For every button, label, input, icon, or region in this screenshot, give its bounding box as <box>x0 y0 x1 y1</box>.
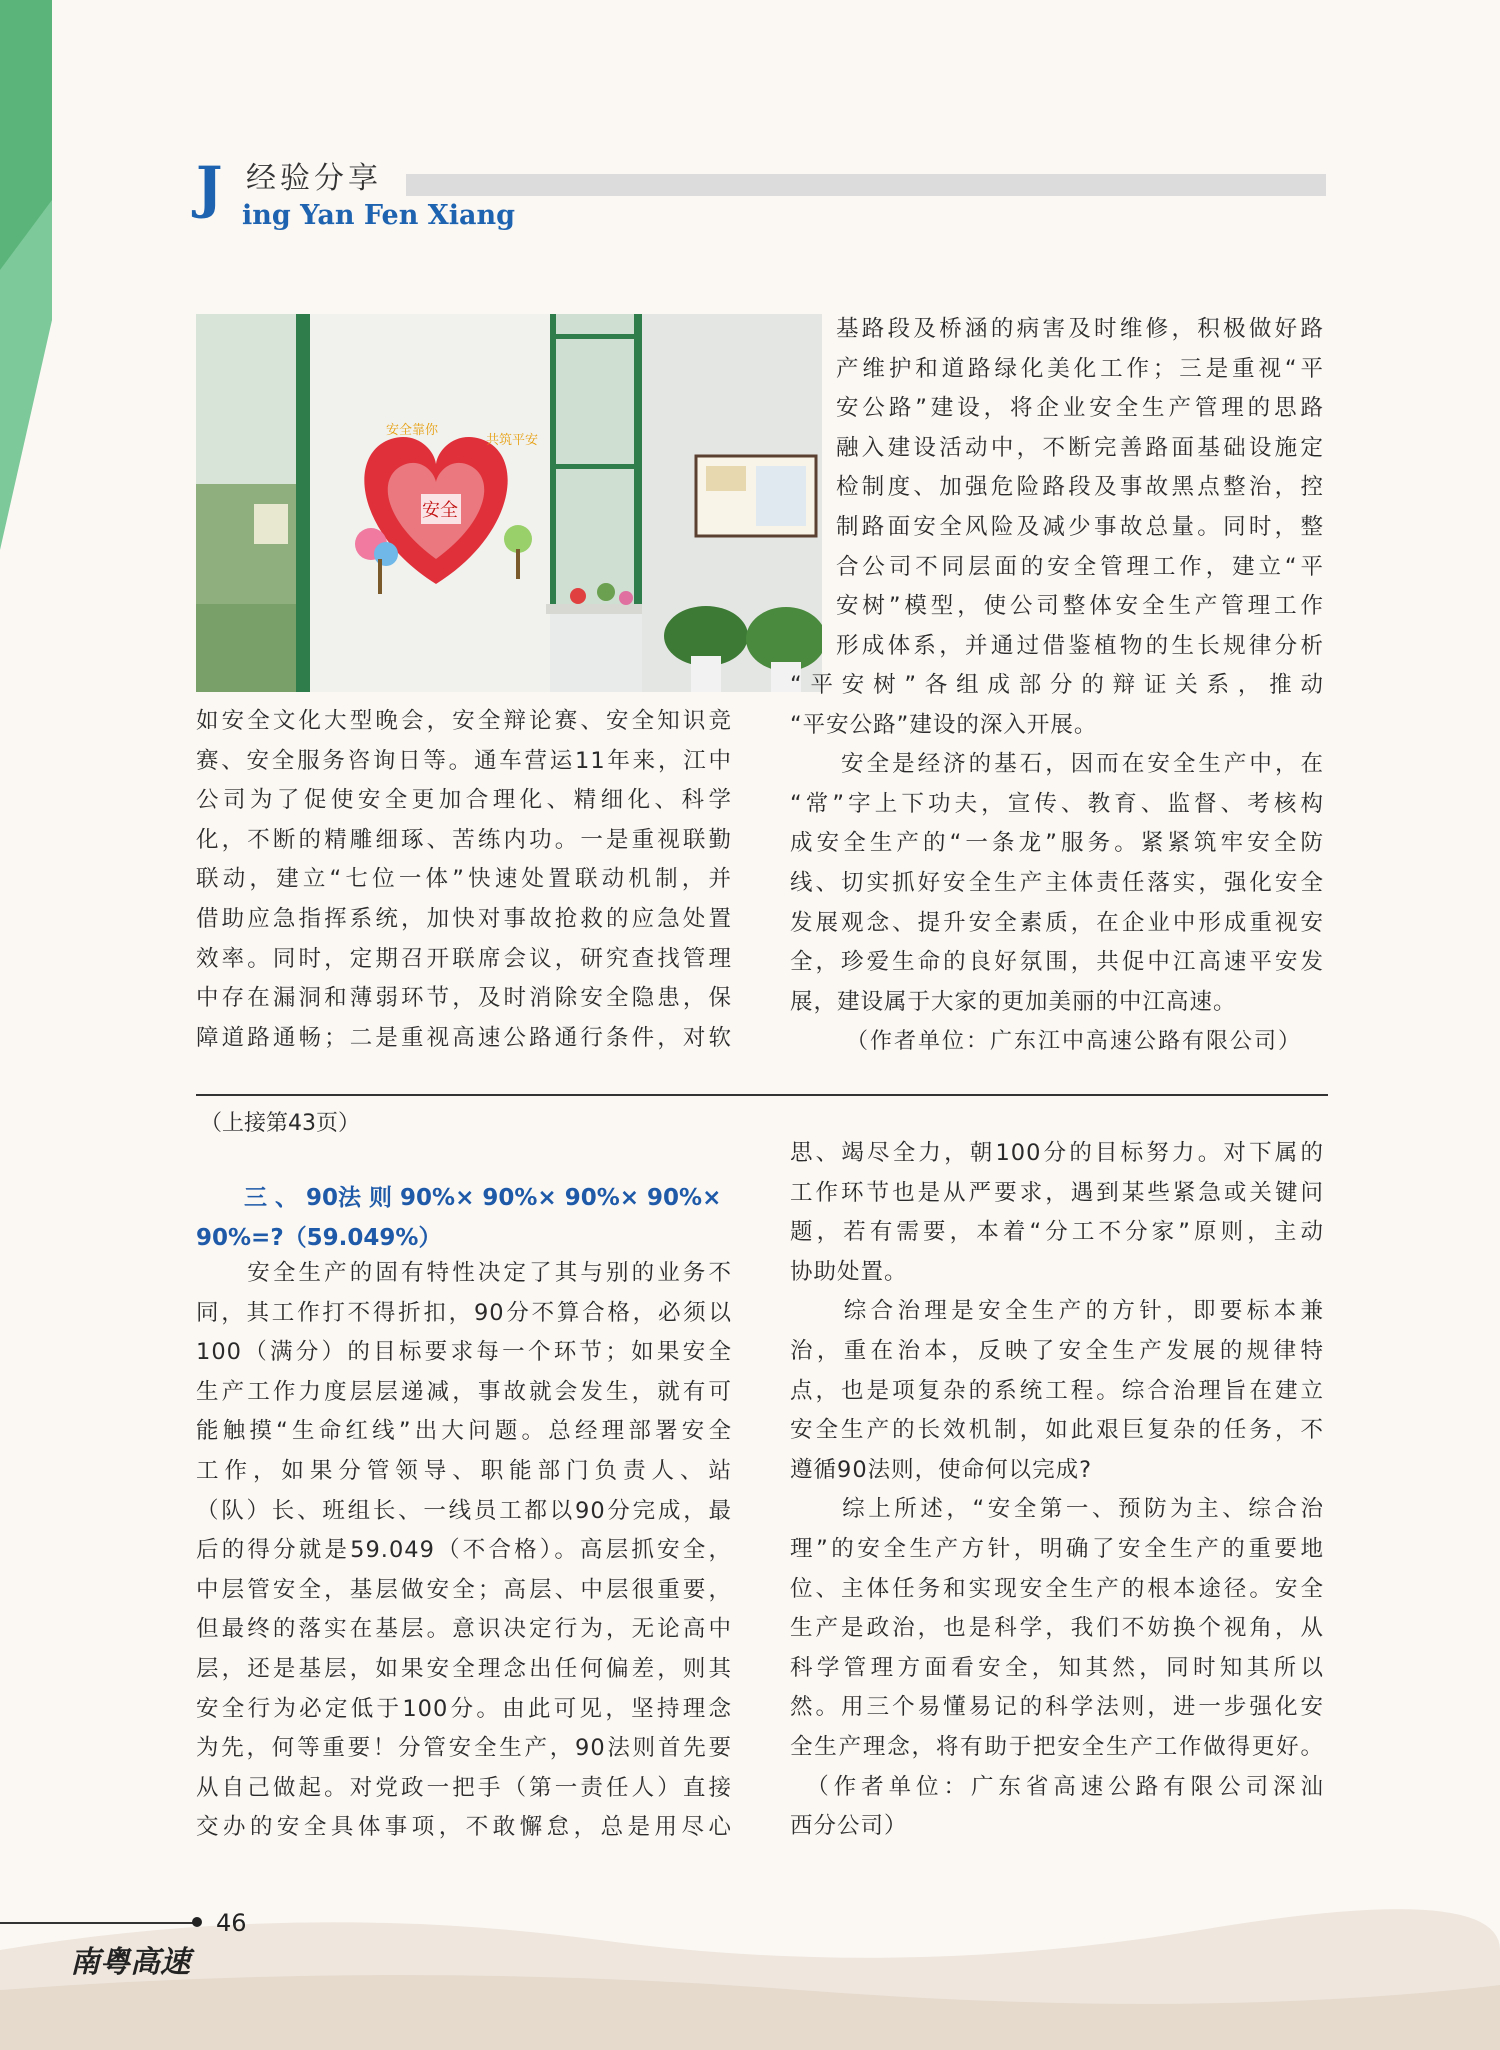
text-line: 融入建设活动中，不断完善路面基础设施定 <box>836 434 1324 461</box>
text-line: 联动，建立“七位一体”快速处置联动机制，并 <box>196 866 732 893</box>
continued-note: （上接第43页） <box>200 1111 360 1136</box>
text-line: 赛、安全服务咨询日等。通车营运11年来，江中 <box>196 747 732 774</box>
top-right-narrow-column <box>836 310 1324 666</box>
text-line: 治，重在治本，反映了安全生产发展的规律特 <box>790 1337 1324 1364</box>
text-line: “常”字上下功夫，宣传、教育、监督、考核构 <box>790 790 1324 817</box>
top-right-column <box>790 666 1324 1022</box>
text-line: 展，建设属于大家的更加美丽的中江高速。 <box>790 988 1237 1015</box>
photo-illustration <box>196 314 822 692</box>
text-line: 从自己做起。对党政一把手（第一责任人）直接 <box>196 1774 732 1801</box>
text-line: 化，不断的精雕细琢、苦练内功。一是重视联勤 <box>196 826 732 853</box>
text-line: 成安全生产的“一条龙”服务。紧紧筑牢安全防 <box>790 830 1324 857</box>
text-line: 合公司不同层面的安全管理工作，建立“平 <box>836 553 1324 580</box>
text-line: 安树”模型，使公司整体安全生产管理工作 <box>836 593 1324 620</box>
text-line: 全生产理念，将有助于把安全生产工作做得更好。 <box>790 1733 1324 1760</box>
text-line: 工作环节也是从严要求，遇到某些紧急或关键问 <box>790 1179 1324 1206</box>
text-line: 制路面安全风险及减少事故总量。同时，整 <box>836 513 1324 540</box>
magazine-logo-text: 南粤高速 <box>70 1945 190 1980</box>
text-line: （作者单位：广东省高速公路有限公司深汕 <box>790 1773 1324 1800</box>
text-line: 全，珍爱生命的良好氛围，共促中江高速平安发 <box>790 949 1324 976</box>
text-line: 思、竭尽全力，朝100分的目标努力。对下属的 <box>790 1140 1324 1166</box>
poster-slogan-left: 安全靠你 <box>386 423 439 438</box>
text-line: 位、主体任务和实现安全生产的根本途径。安全 <box>790 1575 1324 1602</box>
text-line: 然。用三个易懂易记的科学法则，进一步强化安 <box>790 1694 1324 1721</box>
text-line: 安公路”建设，将企业安全生产管理的思路 <box>836 395 1324 422</box>
text-line: 同，其工作打不得折扣，90分不算合格，必须以 <box>196 1299 732 1326</box>
heading-line: 三 、 90法 则 90%× 90%× 90%× 90%× <box>244 1185 722 1211</box>
text-line: 点，也是项复杂的系统工程。综合治理旨在建立 <box>790 1377 1324 1404</box>
text-line: 生产是政治，也是科学，我们不妨换个视角，从 <box>790 1615 1324 1642</box>
poster-slogan-right: 共筑平安 <box>486 433 539 448</box>
header-bar <box>406 174 1326 196</box>
text-line: 安全行为必定低于100分。由此可见，坚持理念 <box>196 1695 732 1722</box>
text-line: 100（满分）的目标要求每一个环节；如果安全 <box>196 1339 732 1366</box>
text-line: 题，若有需要，本着“分工不分家”原则，主动 <box>790 1219 1324 1246</box>
heading-line: 90%=?（59.049%） <box>196 1225 442 1251</box>
article-photo <box>196 314 822 692</box>
text-line: 后的得分就是59.049（不合格）。高层抓安全， <box>196 1537 732 1564</box>
header-title-en: ing Yan Fen Xiang <box>242 200 515 231</box>
section-header <box>196 155 1326 236</box>
text-line: 发展观念、提升安全素质，在企业中形成重视安 <box>790 909 1324 936</box>
text-line: 遵循90法则，使命何以完成? <box>790 1456 1093 1483</box>
text-line: 产维护和道路绿化美化工作；三是重视“平 <box>836 355 1324 382</box>
text-line: 能触摸“生命红线”出大问题。总经理部署安全 <box>196 1418 732 1445</box>
text-line: “平安公路”建设的深入开展。 <box>790 711 1098 738</box>
text-line: “平安树”各组成部分的辩证关系，推动 <box>790 672 1324 698</box>
text-line: 安全生产的长效机制，如此艰巨复杂的任务，不 <box>790 1417 1324 1444</box>
text-line: 中层管安全，基层做安全；高层、中层很重要， <box>196 1576 732 1603</box>
section-heading <box>196 1178 732 1258</box>
text-line: 如安全文化大型晚会，安全辩论赛、安全知识竞 <box>196 708 732 734</box>
text-line: （队）长、班组长、一线员工都以90分完成，最 <box>196 1497 732 1524</box>
text-line: 形成体系，并通过借鉴植物的生长规律分析 <box>836 632 1324 659</box>
poster-heart-text: 安全 <box>422 500 458 521</box>
text-line: 线、切实抓好安全生产主体责任落实，强化安全 <box>790 869 1324 896</box>
text-line: 安全是经济的基石，因而在安全生产中，在 <box>790 751 1324 778</box>
text-line: 综合治理是安全生产的方针，即要标本兼 <box>790 1298 1324 1325</box>
text-line: 工作，如果分管领导、职能部门负责人、站 <box>196 1457 732 1484</box>
text-line: 障道路通畅；二是重视高速公路通行条件，对软 <box>196 1024 732 1051</box>
footer-dot <box>192 1917 202 1927</box>
top-left-column <box>196 702 732 1058</box>
page-number: 46 <box>216 1909 247 1937</box>
footer-rule <box>0 1922 195 1924</box>
text-line: 公司为了促使安全更加合理化、精细化、科学 <box>196 787 732 814</box>
text-line: 协助处置。 <box>790 1258 908 1285</box>
text-line: 基路段及桥涵的病害及时维修，积极做好路 <box>836 316 1324 342</box>
header-initial: J <box>196 155 223 221</box>
text-line: 效率。同时，定期召开联席会议，研究查找管理 <box>196 945 732 972</box>
text-line: 但最终的落实在基层。意识决定行为，无论高中 <box>196 1616 732 1643</box>
text-line: 理”的安全生产方针，明确了安全生产的重要地 <box>790 1535 1324 1562</box>
text-line: 检制度、加强危险路段及事故黑点整治，控 <box>836 474 1324 501</box>
text-line: 科学管理方面看安全，知其然，同时知其所以 <box>790 1654 1324 1681</box>
magazine-logo <box>70 1938 200 1982</box>
text-line: 层，还是基层，如果安全理念出任何偏差，则其 <box>196 1655 732 1682</box>
green-side-band <box>0 0 60 560</box>
top-author-note: （作者单位：广东江中高速公路有限公司） <box>846 1029 1303 1054</box>
section-divider <box>196 1094 1328 1096</box>
text-line: 为先，何等重要！分管安全生产，90法则首先要 <box>196 1735 732 1762</box>
text-line: 生产工作力度层层递减，事故就会发生，就有可 <box>196 1378 732 1405</box>
text-line: 借助应急指挥系统，加快对事故抢救的应急处置 <box>196 905 732 932</box>
text-line: 交办的安全具体事项，不敢懈怠，总是用尽心 <box>196 1814 732 1841</box>
text-line: 中存在漏洞和薄弱环节，及时消除安全隐患，保 <box>196 985 732 1012</box>
text-line: 西分公司） <box>790 1813 908 1840</box>
bottom-left-column <box>196 1254 732 1848</box>
bottom-right-column <box>790 1134 1324 1847</box>
header-title-cn: 经验分享 <box>246 161 382 196</box>
text-line: 安全生产的固有特性决定了其与别的业务不 <box>196 1260 732 1286</box>
text-line: 综上所述，“安全第一、预防为主、综合治 <box>790 1496 1324 1523</box>
